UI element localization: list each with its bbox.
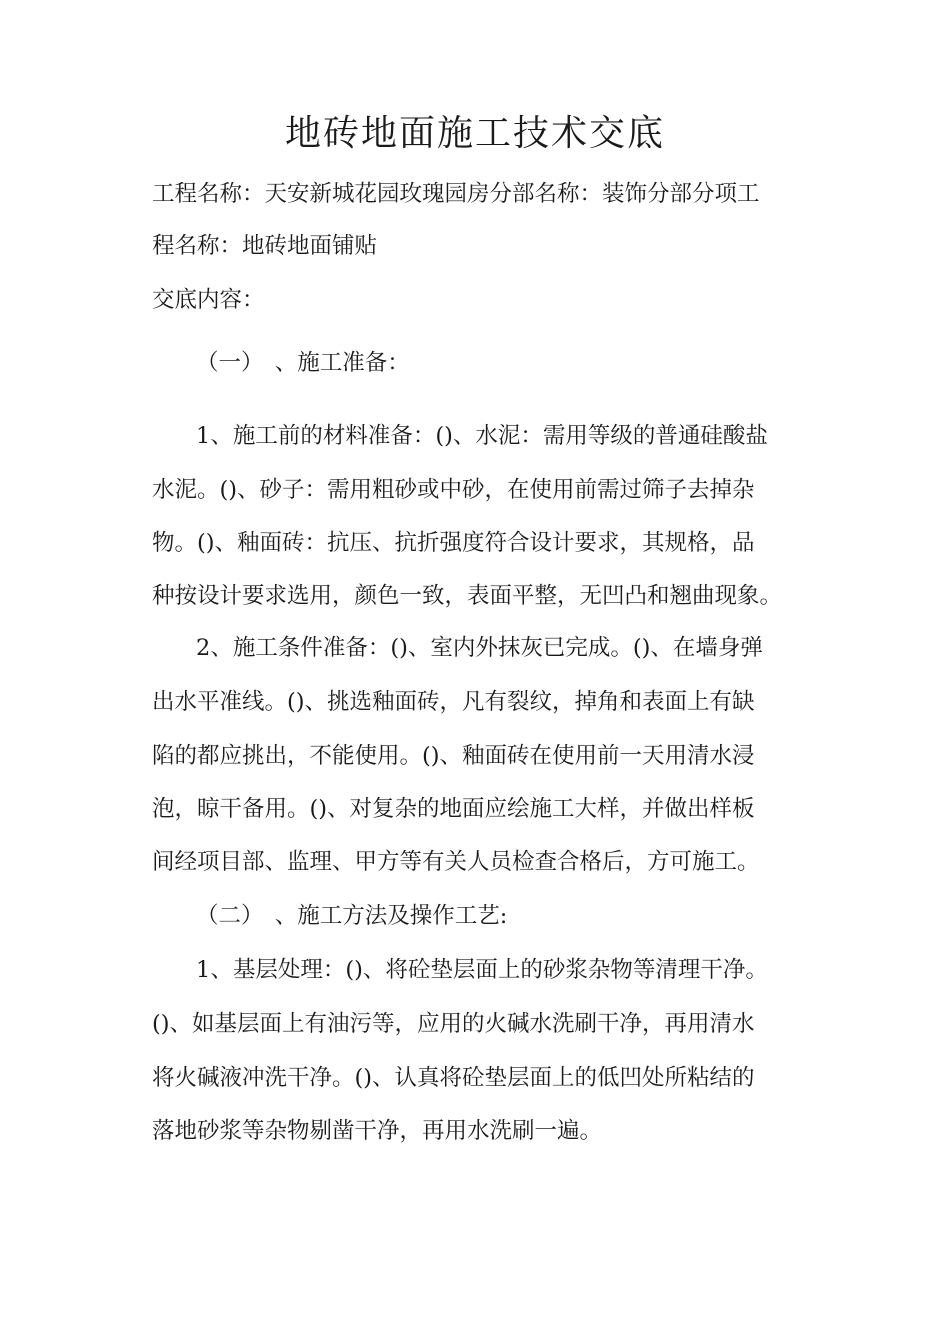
text-line: 物。()、釉面砖：抗压、抗折强度符合设计要求，其规格，品: [152, 530, 755, 556]
text-line: 将火碱液冲洗干净。()、认真将砼垫层面上的低凹处所粘结的: [152, 1065, 755, 1091]
text-line: 1、施工前的材料准备：()、水泥：需用等级的普通硅酸盐: [196, 423, 768, 449]
text-line: 泡，晾干备用。()、对复杂的地面应绘施工大样，并做出样板: [152, 796, 755, 822]
section-heading: （一） 、施工准备：: [196, 350, 410, 376]
text-line: 陷的都应挑出，不能使用。()、釉面砖在使用前一天用清水浸: [152, 743, 755, 769]
document-title: 地砖地面施工技术交底: [284, 113, 665, 154]
text-line: 落地砂浆等杂物剔凿干净，再用水洗刷一遍。: [152, 1118, 603, 1144]
text-line: 间经项目部、监理、甲方等有关人员检查合格后，方可施工。: [152, 849, 760, 875]
section-heading: （二） 、施工方法及操作工艺:: [196, 903, 508, 929]
text-line: 程名称：地砖地面铺贴: [152, 233, 378, 259]
text-line: 水泥。()、砂子：需用粗砂或中砂，在使用前需过筛子去掉杂: [152, 477, 755, 503]
text-line: 种按设计要求选用，颜色一致，表面平整，无凹凸和翘曲现象。: [152, 583, 783, 609]
text-line: 工程名称：天安新城花园玫瑰园房分部名称：装饰分部分项工: [152, 181, 760, 207]
text-line: 交底内容：: [152, 287, 265, 313]
text-line: ()、如基层面上有油污等，应用的火碱水洗刷干净，再用清水: [152, 1011, 755, 1037]
text-line: 2、施工条件准备：()、室内外抹灰已完成。()、在墙身弹: [196, 635, 763, 661]
text-line: 1、基层处理：()、将砼垫层面上的砂浆杂物等清理干净。: [196, 957, 768, 983]
text-line: 出水平准线。()、挑选釉面砖，凡有裂纹，掉角和表面上有缺: [152, 689, 755, 715]
